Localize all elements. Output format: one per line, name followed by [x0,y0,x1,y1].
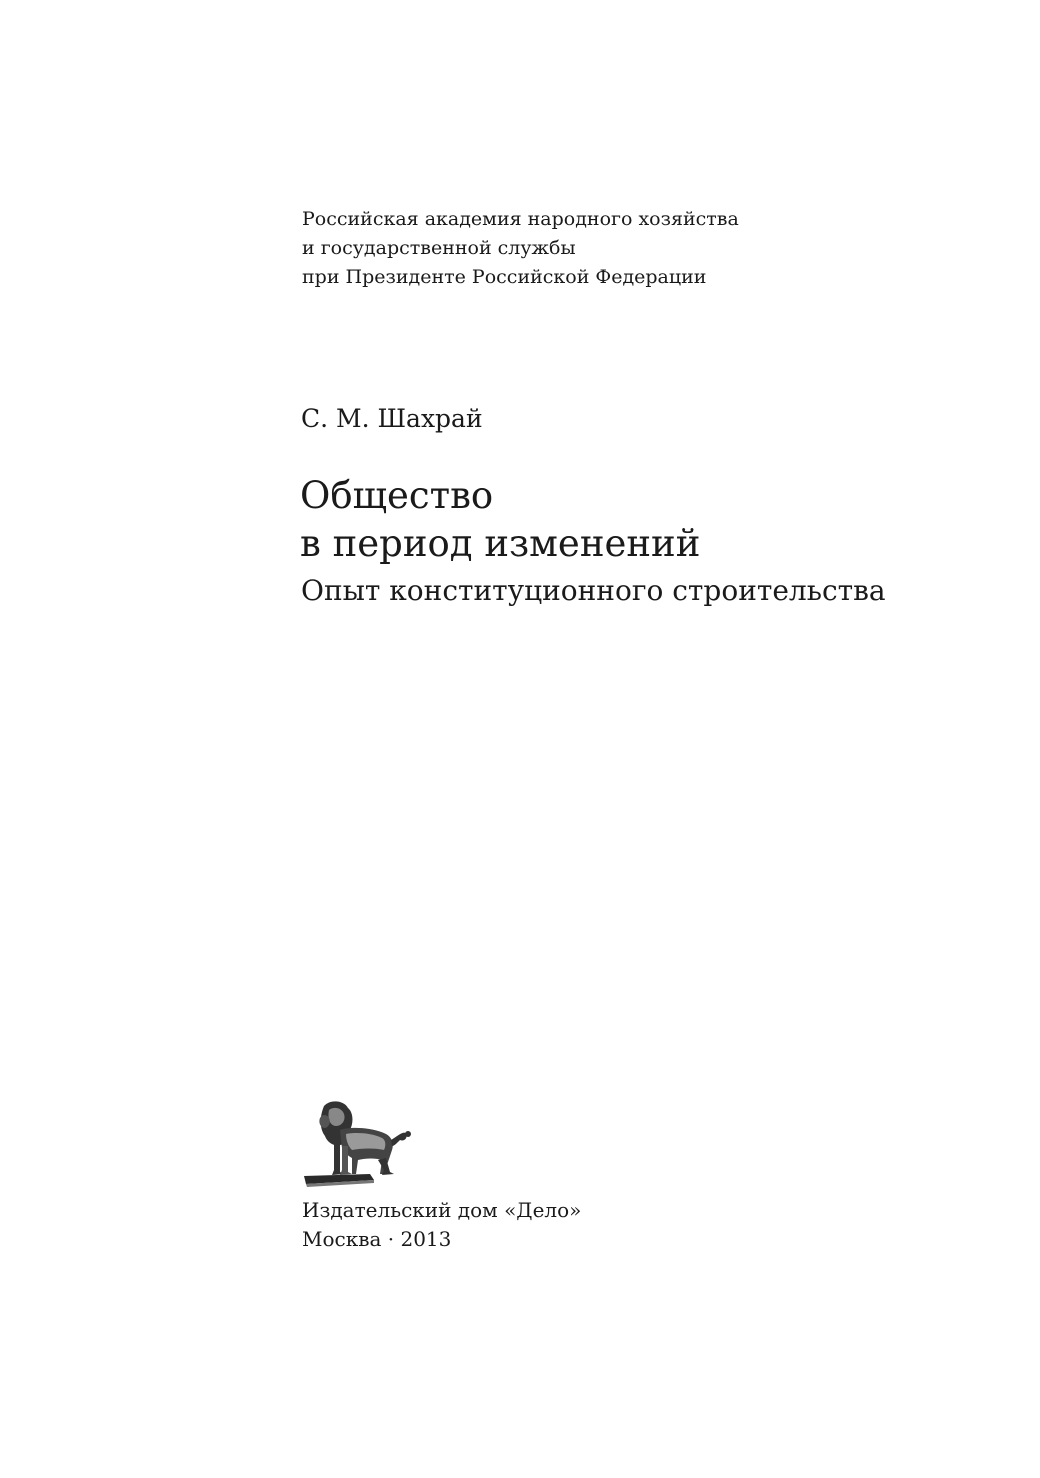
author-name: С. М. Шахрай [301,404,483,433]
publisher-name: Издательский дом «Дело» [302,1198,582,1222]
institution-name [302,205,739,292]
publisher-city-year: Москва · 2013 [302,1227,452,1251]
book-title-line: Общество [300,474,494,517]
publisher-info [302,1196,581,1254]
institution-line: и государственной службы [302,237,576,259]
book-title-line: в период изменений [300,522,701,565]
institution-line: Российская академия народного хозяйства [302,208,739,230]
lion-on-book-icon [300,1100,416,1188]
institution-line: при Президенте Российской Федерации [302,266,707,288]
book-subtitle: Опыт конституционного строительства [301,574,886,607]
book-title [300,472,700,568]
